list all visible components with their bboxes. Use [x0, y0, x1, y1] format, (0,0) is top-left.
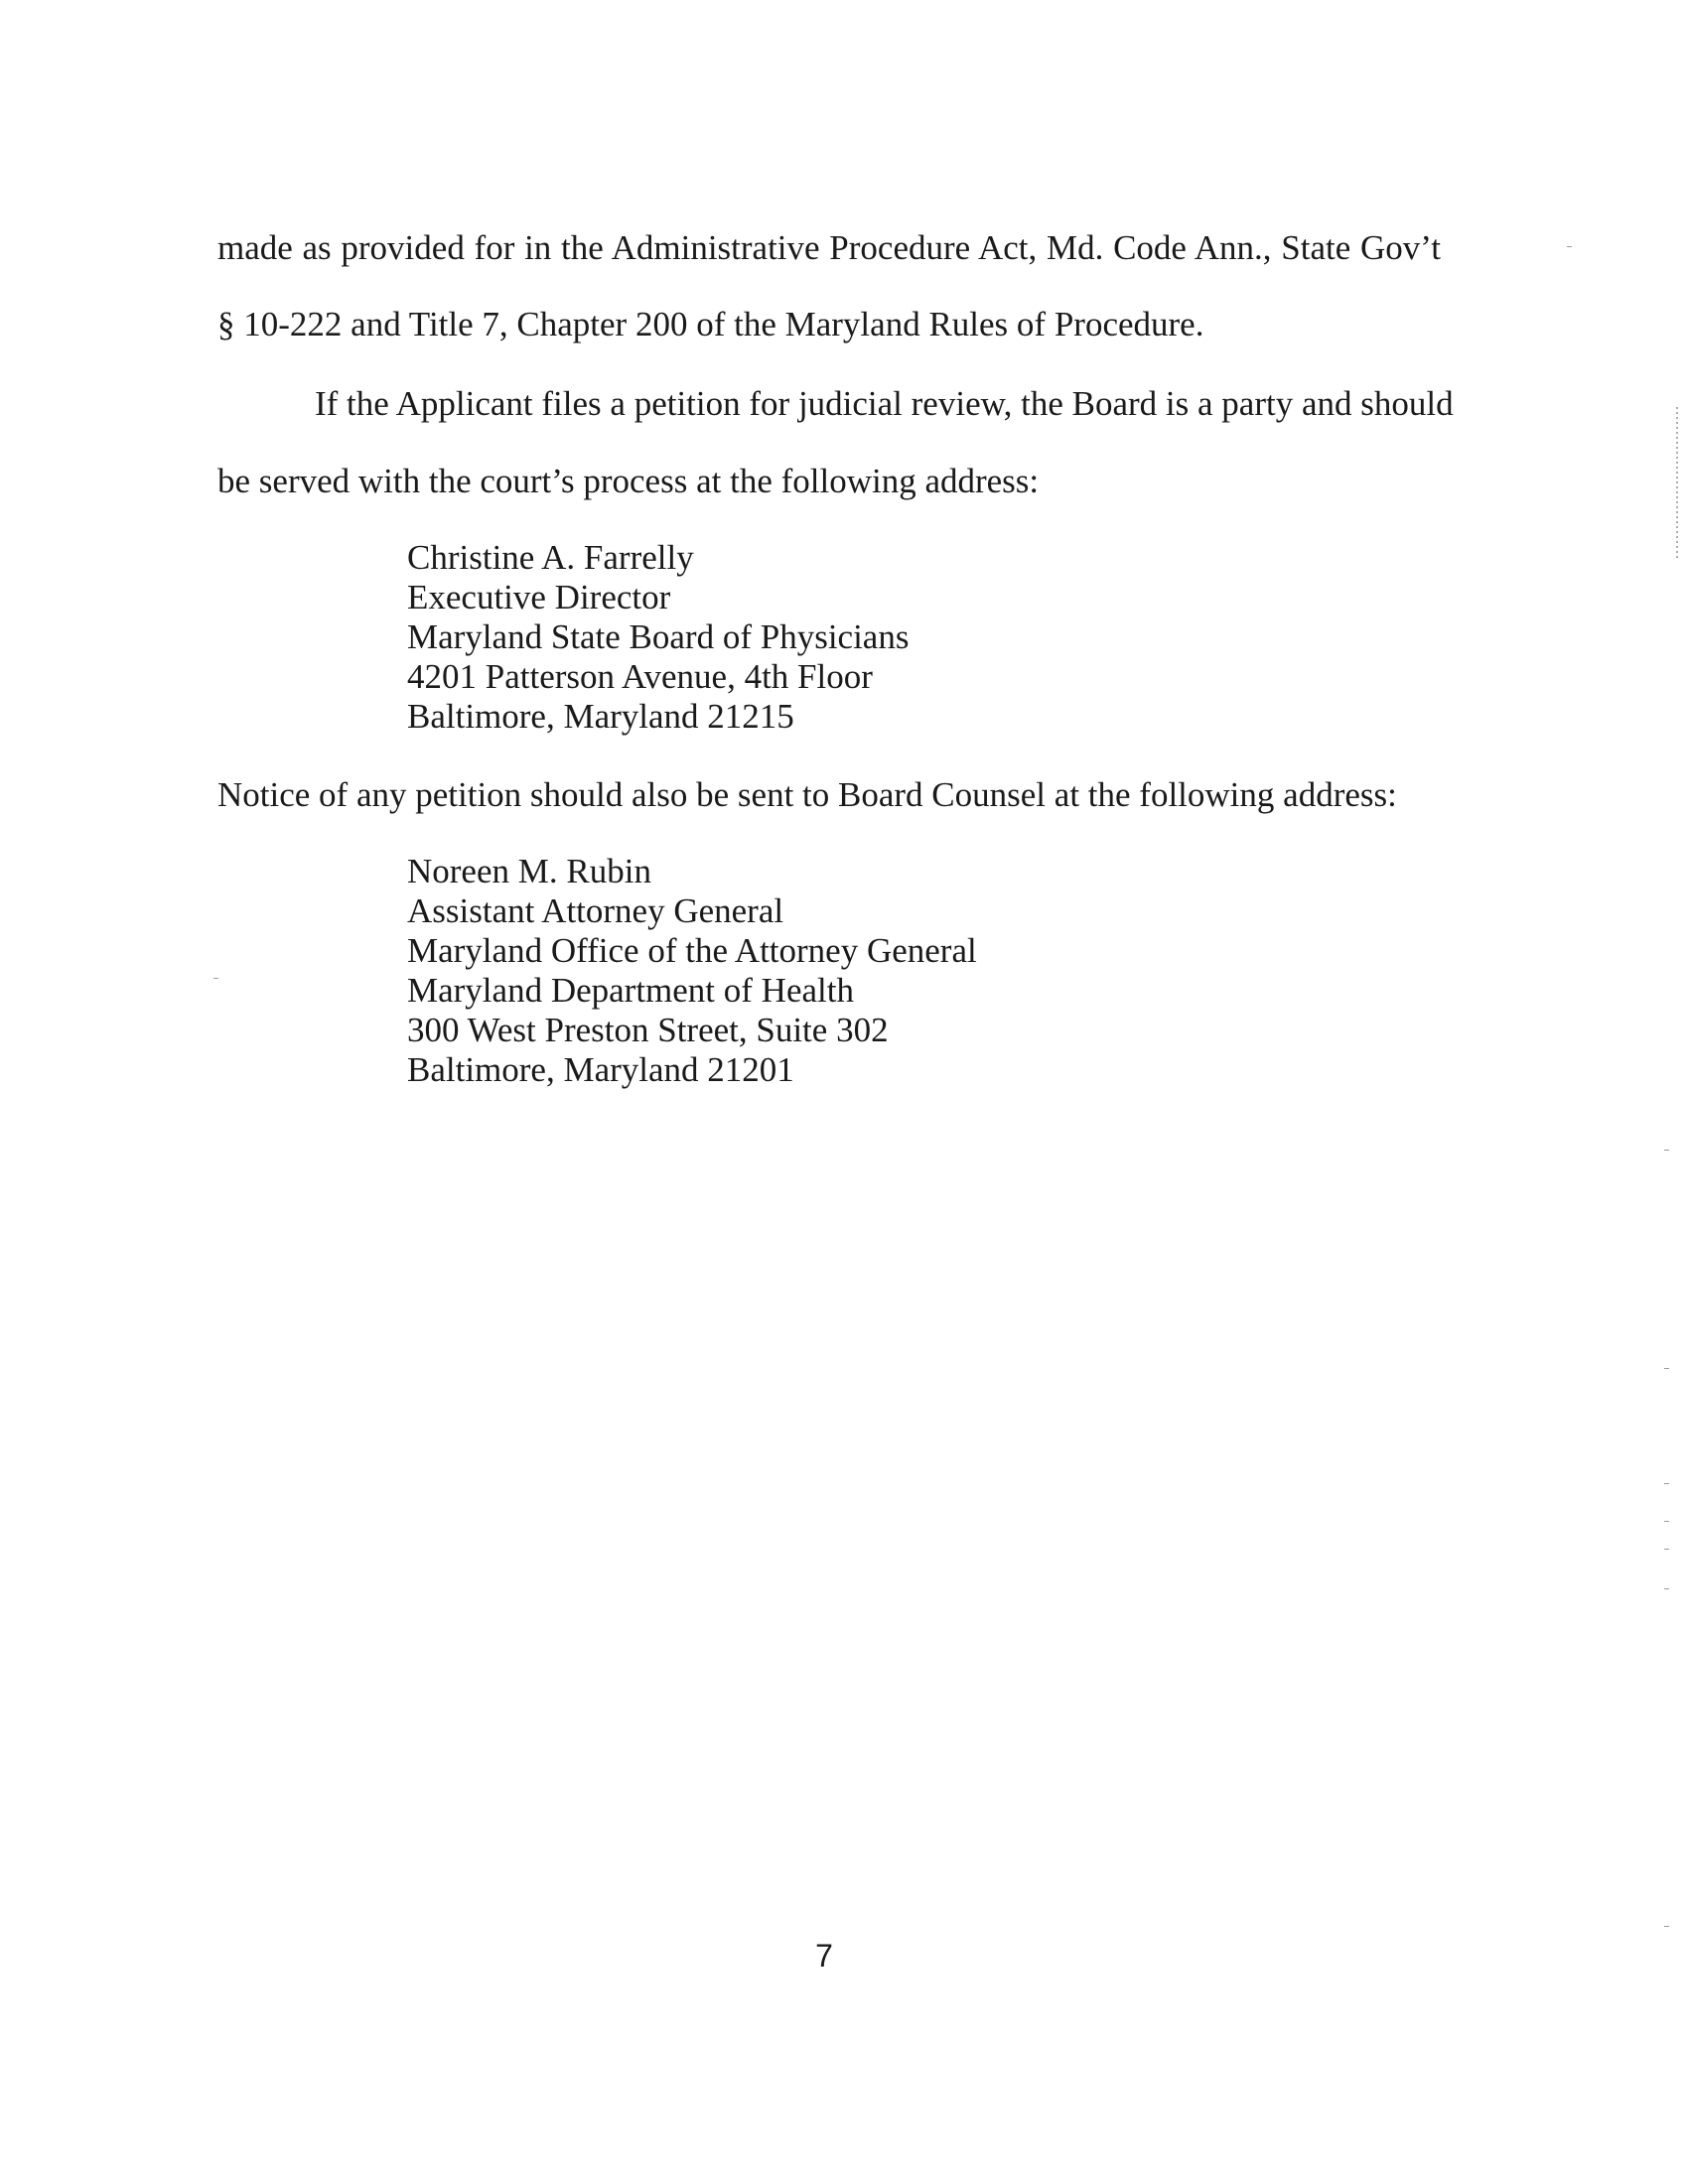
board-address-block [407, 538, 909, 737]
scan-edge-artifact [1676, 407, 1678, 561]
counsel-address-block [407, 852, 977, 1090]
address-line-organization: Maryland State Board of Physicians [407, 617, 910, 656]
address-line-city: Baltimore, Maryland 21201 [407, 1050, 794, 1089]
address-line-office: Maryland Office of the Attorney General [407, 931, 977, 970]
address-line-street: 300 West Preston Street, Suite 302 [407, 1011, 889, 1049]
paragraph-2-line-2: be served with the court’s process at the following address: [217, 462, 1040, 500]
notice-paragraph: Notice of any petition should also be sent to Board Counsel at the following address: [217, 775, 1397, 814]
address-line-title: Assistant Attorney General [407, 891, 784, 930]
address-line-city: Baltimore, Maryland 21215 [407, 697, 794, 736]
address-line-name: Christine A. Farrelly [407, 538, 694, 577]
address-line-department: Maryland Department of Health [407, 971, 854, 1010]
address-line-title: Executive Director [407, 578, 671, 616]
address-line-street: 4201 Patterson Avenue, 4th Floor [407, 657, 873, 696]
paragraph-1-line-1: made as provided for in the Administrative Procedure Act, Md. Code Ann., State Gov’t [217, 228, 1441, 267]
page-number: 7 [815, 1938, 833, 1974]
address-line-name: Noreen M. Rubin [407, 852, 651, 890]
paragraph-2-line-1: If the Applicant files a petition for judicial review, the Board is a party and should [315, 384, 1454, 423]
paragraph-1-line-2: § 10-222 and Title 7, Chapter 200 of the Maryland Rules of Procedure. [217, 305, 1204, 343]
